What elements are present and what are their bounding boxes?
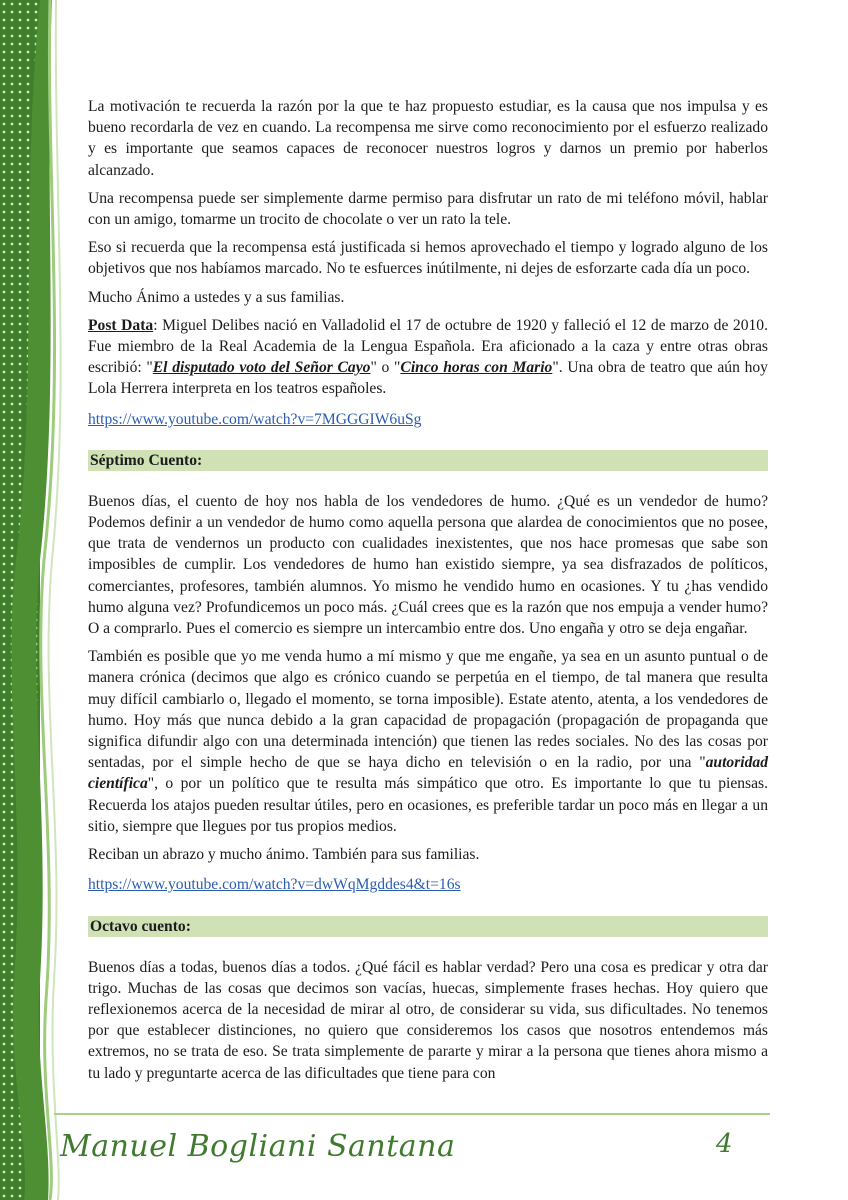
book-title-mario: Cinco horas con Mario <box>400 359 553 377</box>
heading-octavo-cuento: Octavo cuento: <box>88 916 768 937</box>
term-autoridad-cientifica: autoridad científica <box>88 754 768 793</box>
paragraph-venderse-humo-part-1: También es posible que yo me venda humo a mí mismo y que me engañe, ya sea en un asunto puntual o de manera crónica (decimos que algo es crónico cuando se perpetúa en el tiempo, de tal manera que resulta muy difícil cambiarlo o, llegado el momento, se torna imposible). Estate atento, atenta, a los vendedores de humo. Hoy más que nunca debido a la gran capacidad de propagación (propagación de propaganda que significa difundir algo con una determinada intención) que tienen las redes sociales. No des las cosas por sentadas, por el simple hecho de que se haya dicho en televisión o en la radio, por una " <box>88 648 768 772</box>
paragraph-vendedores-de-humo: Buenos días, el cuento de hoy nos habla de los vendedores de humo. ¿Qué es un vendedor de humo? Podemos definir a un vendedor de humo como aquella persona que alardea de conocimientos que no posee, que trata de vendernos un producto con cualidades inexistentes, que nos hace promesas que sabe son imposibles de cumplir. Los vendedores de humo han existido siempre, ya sea disfrazados de políticos, comerciantes, profesores, también alumnos. Yo mismo he vendido humo en ocasiones. Y tu ¿has vendido humo alguna vez? Profundicemos un poco más. ¿Cuál crees que es la razón que nos empuja a vender humo? O a comprarlo. Pues el comercio es siempre un intercambio entre dos. Uno engaña y otro se deja engañar. <box>88 492 768 638</box>
paragraph-motivation: La motivación te recuerda la razón por la que te haz propuesto estudiar, es la causa que nos impulsa y es bueno recordarla de vez en cuando. La recompensa me sirve como reconocimiento por el esfuerzo realizado y es importante que seamos capaces de reconocer nuestros logros y darnos un premio por haberlos alcanzado. <box>88 98 768 179</box>
post-data-text-3: ". Una obra de teatro que aún hoy Lola Herrera interpreta en los teatros españoles. <box>88 359 768 398</box>
youtube-link-2[interactable]: https://www.youtube.com/watch?v=dwWqMgddes4&t=16s <box>88 876 461 894</box>
author-signature: Manuel Bogliani Santana <box>60 1129 456 1164</box>
paragraph-venderse-humo <box>88 646 768 837</box>
paragraph-venderse-humo-part-2: ", o por un político que te resulta más simpático que otro. Es importante lo que tu piensas. Recuerda los atajos pueden resultar útiles, pero en ocasiones, es preferible tardar un poco más en llegar a un sitio, siempre que llegues por tus propios medios. <box>88 775 768 835</box>
paragraph-justified-reward: Eso si recuerda que la recompensa está justificada si hemos aprovechado el tiempo y logrado alguno de los objetivos que nos habíamos marcado. No te esfuerces inútilmente, ni dejes de esforzarte cada día un poco. <box>88 239 768 278</box>
paragraph-encouragement: Mucho Ánimo a ustedes y a sus familias. <box>88 288 345 306</box>
post-data-text-1: : Miguel Delibes nació en Valladolid el 17 de octubre de 1920 y falleció el 12 de marzo de 2010. Fue miembro de la Real Academia de la Lengua Española. Era aficionado a la caza y entre otras obras escribió: " <box>88 316 768 377</box>
heading-septimo-cuento: Séptimo Cuento: <box>88 450 768 471</box>
footer-divider <box>54 1113 770 1115</box>
paragraph-reward: Una recompensa puede ser simplemente darme permiso para disfrutar un rato de mi teléfono móvil, hablar con un amigo, tomarme un trocito de chocolate o ver un rato la tele. <box>88 189 768 229</box>
document-body <box>88 96 768 1091</box>
page-number: 4 <box>716 1129 733 1159</box>
paragraph-link-2 <box>88 874 768 895</box>
paragraph-greeting-7: Reciban un abrazo y mucho ánimo. También para sus familias. <box>88 846 480 864</box>
post-data-label: Post Data <box>88 316 154 334</box>
book-title-cayo: El disputado voto del Señor Cayo <box>152 359 371 377</box>
paragraph-link-1 <box>88 409 768 430</box>
paragraph-post-data <box>88 315 768 400</box>
post-data-text-2: " o " <box>370 359 401 377</box>
youtube-link-1[interactable]: https://www.youtube.com/watch?v=7MGGGIW6uSg <box>88 410 422 428</box>
paragraph-octavo-cuento: Buenos días a todas, buenos días a todos. ¿Qué fácil es hablar verdad? Pero una cosa es predicar y otra dar trigo. Muchas de las cosas que decimos son vacías, huecas, simplemente frases hechas. Hoy quiero que reflexionemos acerca de la necesidad de mirar al otro, de considerar su vida, sus dificultades. No tenemos por que establecer distinciones, no quiero que consideremos los casos que nosotros entendemos más extremos, no se trata de eso. Se trata simplemente de pararte y mirar a la persona que tienes ahora mismo a tu lado y preguntarte acerca de las dificultades que tiene para con <box>88 958 768 1082</box>
